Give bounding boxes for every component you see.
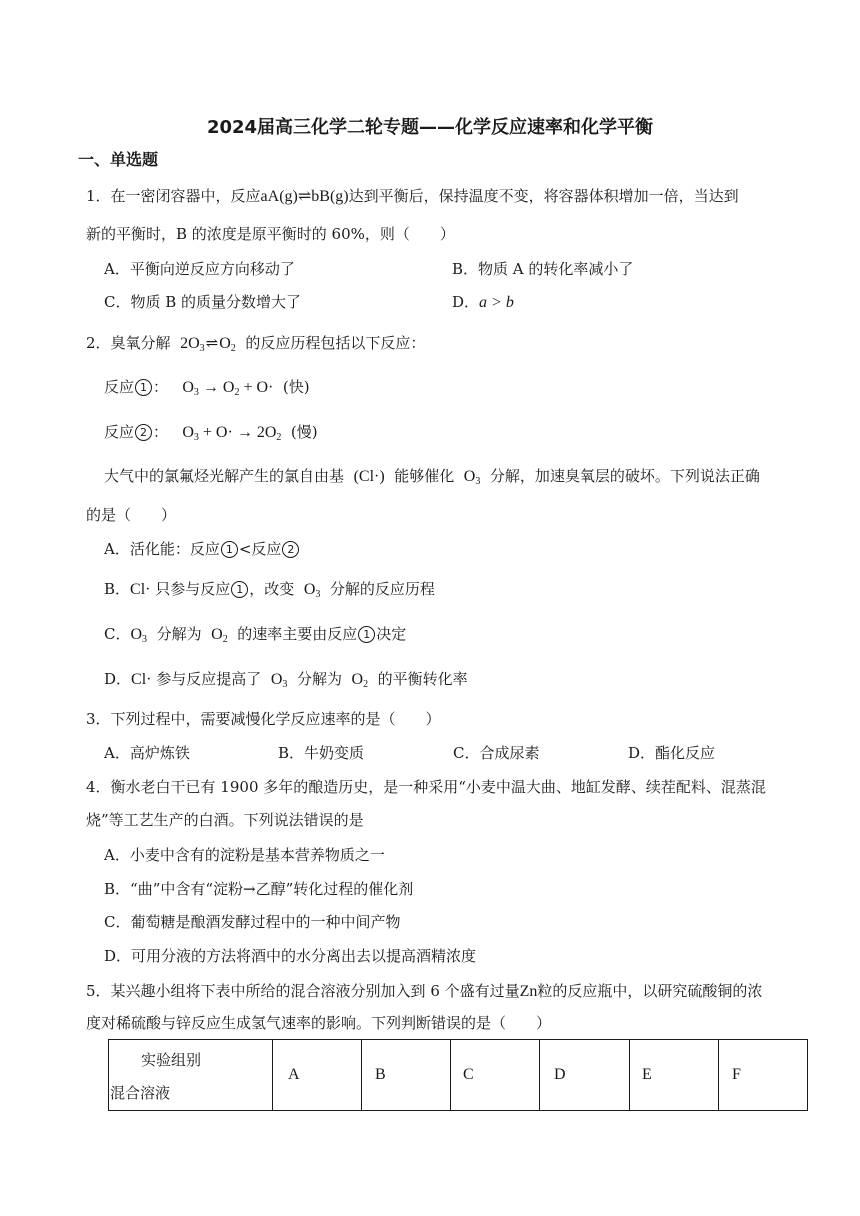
q2-stem-text-c: 分解，加速臭氧层的破坏。下列说法正确	[489, 467, 760, 485]
q2-stem-post: 的反应历程包括以下反应：	[245, 334, 426, 352]
q2-stem-line1	[86, 333, 425, 354]
q2-ozone: $O_3$	[463, 468, 481, 487]
q2-option-c-label: C．	[104, 625, 131, 643]
q2-option-b-text: 分解的反应历程	[329, 580, 435, 598]
table-header-e: E	[642, 1066, 652, 1083]
q2-option-d-o2: $O_2$	[351, 671, 369, 690]
q2-reaction-2	[104, 422, 318, 443]
q2-reaction-2-equation: $O_3 + O\cdot \to 2O_2$	[182, 424, 282, 443]
q3-option-d: D．酯化反应	[628, 744, 716, 762]
q4-option-a: A．小麦中含有的淀粉是基本营养物质之一	[104, 846, 385, 864]
q1-stem-post: 达到平衡后，保持温度不变，将容器体积增加一倍，当达到	[348, 187, 739, 205]
table-header-cell	[719, 1040, 808, 1111]
q2-option-d-text-b: 分解为	[296, 670, 342, 688]
q1-option-d-expr: a > b	[479, 294, 514, 311]
section-heading: 一、单选题	[78, 150, 159, 169]
q4-option-b: B．“曲”中含有“淀粉→乙醇”转化过程的催化剂	[104, 880, 414, 898]
q2-option-b: B．Cl· 只参与反应 1 ，改变 $O_3$ 分解的反应历程	[104, 580, 435, 600]
q3-stem: 3．下列过程中，需要减慢化学反应速率的是（ ）	[86, 710, 441, 728]
table-corner-cell	[109, 1040, 273, 1111]
q2-option-d	[104, 669, 468, 690]
q3-option-a: A．高炉炼铁	[104, 744, 190, 762]
q1-option-d	[452, 292, 514, 313]
q5-stem-line1	[86, 981, 762, 1002]
q5-stem-post: 粒的反应瓶中，以研究硫酸铜的浓	[537, 982, 763, 1000]
q2-option-c-text-a: 分解为	[156, 625, 202, 643]
q2-cl-radical: (Cl·)	[353, 468, 385, 485]
table-header-d: D	[554, 1066, 566, 1083]
table-header-cell	[362, 1040, 451, 1111]
q1-option-c: C．物质 B 的质量分数增大了	[104, 293, 302, 311]
q3-option-c: C．合成尿素	[453, 744, 540, 762]
q2-option-d-cl: Cl·	[131, 671, 152, 688]
q2-equation: $2O_3\rightleftharpoons O_2$	[180, 335, 236, 354]
q2-option-d-text-c: 的平衡转化率	[377, 670, 468, 688]
table-header-cell	[540, 1040, 630, 1111]
q2-option-d-o3: $O_3$	[270, 671, 288, 690]
q4-stem-line2: 烧”等工艺生产的白酒。下列说法错误的是	[86, 811, 364, 829]
q1-equation: aA(g)⇌bB(g)	[260, 188, 349, 205]
q2-reaction-1	[104, 377, 310, 398]
q2-reaction-1-speed: (快)	[282, 378, 310, 396]
q4-option-d: D．可用分液的方法将酒中的水分离出去以提高酒精浓度	[104, 947, 477, 965]
q5-data-table	[108, 1039, 808, 1111]
q1-option-d-label: D．	[452, 293, 480, 311]
table-corner-bottom: 混合溶液	[110, 1084, 171, 1102]
q4-option-c: C．葡萄糖是酿酒发酵过程中的一种中间产物	[104, 913, 401, 931]
q2-stem-line2	[104, 466, 760, 487]
table-header-b: B	[375, 1066, 386, 1083]
q2-stem-text-a: 大气中的氯氟烃光解产生的氯自由基	[104, 467, 345, 485]
q4-stem-line1: 4．衡水老白干已有 1900 多年的酿造历史，是一种采用“小麦中温大曲、地缸发酵、续茬配料、混蒸混	[86, 778, 766, 796]
q1-option-a: A．平衡向逆反应方向移动了	[104, 260, 295, 278]
q2-reaction-2-speed: (慢)	[290, 423, 318, 441]
q2-stem-text-b: 能够催化	[394, 467, 455, 485]
q2-option-a: A．活化能：反应 1 <反应 2	[104, 539, 300, 559]
q2-reaction-2-label: 反应 2 ：	[104, 423, 169, 441]
q2-option-b-cl: Cl·	[130, 581, 151, 598]
table-header-a: A	[288, 1066, 300, 1083]
table-row	[109, 1040, 808, 1111]
table-header-f: F	[732, 1066, 741, 1083]
q1-option-b: B．物质 A 的转化率减小了	[452, 260, 634, 278]
table-header-cell	[273, 1040, 362, 1111]
q3-option-b: B．牛奶变质	[278, 744, 365, 762]
q5-stem-line2: 度对稀硫酸与锌反应生成氢气速率的影响。下列判断错误的是（ ）	[86, 1014, 552, 1032]
q2-reaction-1-equation: $O_3 \to O_2 + O\cdot$	[182, 379, 274, 398]
q2-option-c-o3: $O_3$	[130, 626, 148, 645]
q2-option-c: C．$O_3$ 分解为 $O_2$ 的速率主要由反应 1 决定	[104, 625, 407, 645]
table-header-cell	[630, 1040, 719, 1111]
q1-stem-pre: 1．在一密闭容器中，反应	[86, 187, 261, 205]
table-header-c: C	[463, 1066, 474, 1083]
q2-stem-pre: 2．臭氧分解	[86, 334, 171, 352]
table-header-cell	[451, 1040, 540, 1111]
table-corner-top: 实验组别	[141, 1051, 202, 1069]
q5-zn: Zn	[519, 983, 538, 1000]
q1-stem-line1	[86, 186, 739, 207]
page-title: 2024届高三化学二轮专题——化学反应速率和化学平衡	[206, 117, 654, 138]
q2-reaction-1-label: 反应 1 ：	[104, 378, 169, 396]
q2-option-b-o3: $O_3$	[303, 581, 321, 600]
q2-option-c-o2: $O_2$	[211, 626, 228, 645]
q2-option-d-text-a: 参与反应提高了	[156, 670, 262, 688]
q2-option-b-label: B．	[104, 580, 131, 598]
q1-stem-line2: 新的平衡时，B 的浓度是原平衡时的 60%，则（ ）	[86, 225, 455, 243]
q5-stem-pre: 5．某兴趣小组将下表中所给的混合溶液分别加入到 6 个盛有过量	[86, 982, 520, 1000]
q2-option-d-label: D．	[104, 670, 132, 688]
q2-stem-line3: 的是（ ）	[86, 506, 177, 524]
